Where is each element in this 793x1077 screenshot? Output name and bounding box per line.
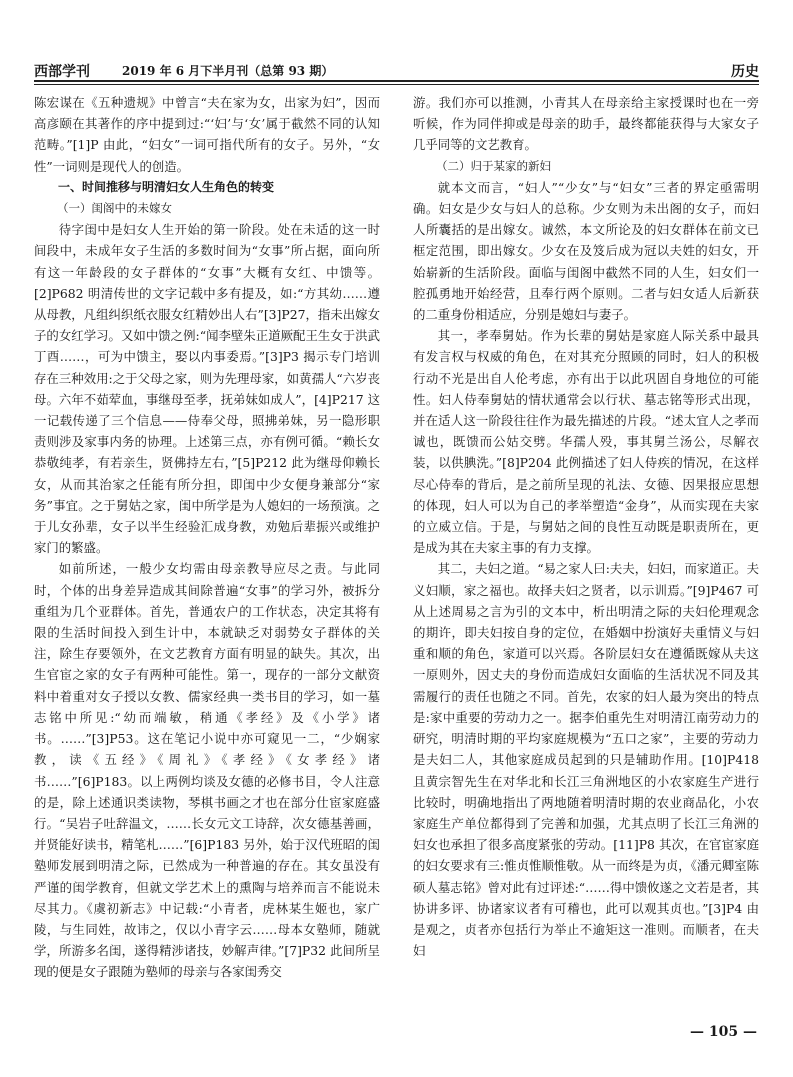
paragraph: 游。我们亦可以推测，小青其人在母亲给主家授课时也在一旁听候，作为同伴抑或是母亲的助手，最终都能获得与大家女子几乎同等的文艺教育。 (413, 95, 759, 153)
issue-info: 2019 年 6 月下半月刊（总第 93 期） (122, 64, 334, 78)
paragraph: 如前所述，一般少女均需由母亲教导应尽之责。与此同时，个体的出身差异造成其间除普遍“女事”的学习外，被拆分重组为几个亚群体。首先，普通农户的工作状态，决定其将有限的生活时间投入到生计中，本就缺乏对弱势女子群体的关注，除生存要领外，在文艺教育方面有明显的缺失。其次，出生官宦之家的女子有两种可能性。第一，现存的一部分文献资料中着重对女子授以女教、儒家经典一类书目的学习，如一墓志铭中所见:“幼而端敏，稍通《孝经》及《小学》诸书。……”[3]P53。这在笔记小说中亦可窥见一二，“少娴家教，读《五经》《周礼》《孝经》《女孝经》诸书……”[6]P183。以上两例均谈及女德的必修书目，令人注意的是，除上述通识类读物，琴棋书画之才也在部分仕宦家庭盛行。“吴岩子吐辞温文，……长女元文工诗辞，次女德基善画，并贤能好读书，精笔札……”[6]P183 另外，始于汉代班昭的闺塾师发展到明清之际，已然成为一种普遍的存在。其女虽没有严谨的闺学教育，但就文学艺术上的熏陶与培养而言不能说未尽其力。《虞初新志》中记载:“小青者，虎林某生姬也，家广陵，与生同姓，故讳之，仅以小青字云……母本女塾师，随就学，所游多名闺，遂得精涉诸技，妙解声律。”[7]P32 此间所呈现的便是女子跟随为塾师的母亲与各家闺秀交 (34, 561, 380, 980)
journal-title: 西部学刊 (34, 64, 90, 80)
section-label: 历史 (731, 64, 759, 80)
paragraph: 其一，孝奉舅姑。作为长辈的舅姑是家庭人际关系中最具有发言权与权威的角色，在对其充分照顾的同时，妇人的积极行动不光是出自人伦考虑，亦有出于以此巩固自身地位的可能性。妇人侍奉舅姑的情状通常会以行状、墓志铭等形式出现，并在适人这一阶段往往作为最先描述的片段。“述太宜人之孝而诚也，既馈而公姑交劈。华孺人殁，事其舅兰汤公，尽解衣装，以供腆洗。”[8]P204 此例描述了妇人侍疾的情况，在这样尽心侍奉的背后，是之前所呈现的礼法、女德、因果报应思想的体现，妇人可以为自己的孝举塑造“金身”，从而实现在夫家的立威立信。于是，与舅姑之间的良性互动既是职责所在，更是成为其在夫家主事的有力支撑。 (413, 328, 759, 556)
right-column (413, 92, 759, 961)
page-number: — 105 — (690, 1024, 757, 1040)
section-heading: 一、时间推移与明清妇女人生角色的转变 (58, 179, 275, 194)
running-header (34, 60, 759, 82)
paragraph: 陈宏谋在《五种遗规》中曾言“夫在家为女，出家为妇”，因而高彦颐在其著作的序中提到过:“‘妇’与‘女’属于截然不同的认知范畴。”[1]P 由此，“妇女”一词可指代所有的女子。另外，“女性”一词则是现代人的创造。 (34, 95, 380, 174)
header-rule-thin (34, 84, 759, 85)
left-column (34, 92, 380, 983)
subsection-heading: （二）归于某家的新妇 (436, 158, 551, 173)
paragraph: 待字闺中是妇女人生开始的第一阶段。处在未适的这一时间段中，未成年女子生活的多数时间为“女事”所占据，面向所有这一年龄段的女子群体的“女事”大概有女红、中馈等。[2]P682 明清传世的文字记载中多有提及，如:“方其幼……遵从母教，凡组纠织纸衣服女红精妙出人右”[3]P27，指未出嫁女子的女红学习。又如中馈之例:“闻李壁朱正道厥配王生女于洪武丁酉……，可为中馈主，娶以内事委焉。”[3]P3 揭示专门培训存在三种效用:之于父母之家，则为先理母家，如黄孺人“六岁丧母。六年不茹荤血，事继母至孝，抚弟妹如成人”，[4]P217 这一记载传递了三个信息——侍奉父母，照拂弟妹，另一隐形职责则涉及家事内务的协理。上述第三点，亦有例可循。“赖长女恭敬纯孝，有若亲生，贤佛持左右，”[5]P212 此为继母仰赖长女，从而其治家之任能有所分担，即闺中少女便身兼部分“家务”事宜。之于舅姑之家，闺中所学是为人媳妇的一场预演。之于儿女孙辈，女子以半生经验汇成身教，劝勉后辈振兴或维护家门的繁盛。 (34, 222, 380, 556)
header-rule-thick (34, 80, 759, 82)
subsection-heading: （一）闺阁中的未嫁女 (57, 201, 172, 216)
paragraph: 就本文而言，“妇人”“少女”与“妇女”三者的界定亟需明确。妇女是少女与妇人的总称。少女则为未出阁的女子，而妇人所囊括的是出嫁女。诚然，本文所论及的妇女群体在前文已框定范围，即出嫁女。少女在及笈后成为冠以夫姓的妇女，开始崭新的生活阶段。面临与闺阁中截然不同的人生，妇女们一腔孤勇地开始经营，且奉行两个原则。二者与妇女适人后新获的二重身份相适应，分别是媳妇与妻子。 (413, 179, 759, 323)
paragraph: 其二，夫妇之道。“易之家人曰:夫夫，妇妇，而家道正。夫义妇顺，家之福也。故择夫妇之贤者，以示训焉。”[9]P467 可从上述周易之言为引的文本中，析出明清之际的夫妇伦理观念的期许，即夫妇按自身的定位，在婚姻中扮演好夫重情义与妇重和顺的角色，家道可以兴焉。各阶层妇女在遵循既嫁从夫这一原则外，因丈夫的身份而造成妇女面临的生活状况不同及其需履行的责任也随之不同。首先，农家的妇人最为突出的特点是:家中重要的劳动力之一。据李伯重先生对明清江南劳动力的研究，明清时期的平均家庭规模为“五口之家”，主要的劳动力是夫妇二人，其他家庭成员起到的只是辅助作用。[10]P418 且黄宗智先生在对华北和长江三角洲地区的小农家庭生产进行比较时，明确地指出了两地随着明清时期的农业商品化，小农家庭生产单位都得到了完善和加强，尤其点明了长江三角洲的妇女也承担了很多高度紧张的劳动。[11]P8 其次，在官宦家庭的妇女要求有三:惟贞惟顺惟敬。从一而终是为贞，《潘元卿室陈硕人墓志铭》曾对此有过评述:“……得中馈攸遂之文若是者，其协讲多评、协诸家议者有可稽也，此可以观其贞也。”[3]P4 由是观之，贞者亦包括行为举止不逾矩这一准则。而顺者，在夫妇 (413, 561, 759, 959)
